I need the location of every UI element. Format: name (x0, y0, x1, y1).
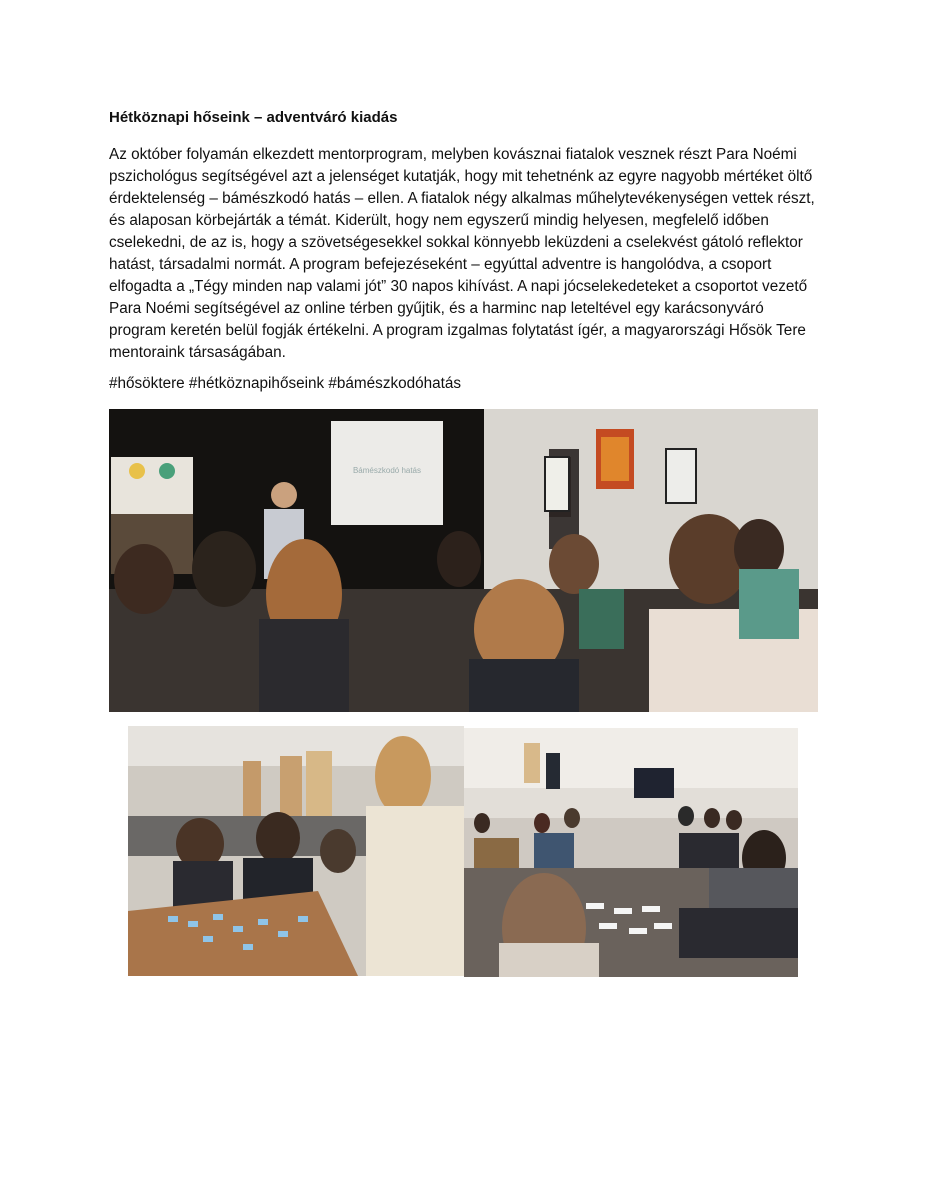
photo-chair-circle (464, 728, 798, 977)
document-paragraph: Az október folyamán elkezdett mentorprogram, melyben kovásznai fiatalok vesznek részt Para Noémi pszichológus segítségével azt a jelenséget kutatják, hogy mit tehetnénk az egyre nagyobb mértéket öltő érdektelenség – bámészkodó hatás – ellen. A fiatalok négy alkalmas műhelytevékenységen vettek részt, és alaposan körbejárták a témát. Kiderült, hogy nem egyszerű mindig helyesen, megfelelő időben cselekedni, de az is, hogy a szövetségesekkel sokkal könnyebb leküzdeni a cselekvést gátoló reflektor hatást, társadalmi normát. A program befejezéseként – egyúttal adventre is hangolódva, a csoport elfogadta a „Tégy minden nap valami jót” 30 napos kihívást. A napi jócselekedeteket a csoportot vezető Para Noémi segítségével az online térben gyűjtik, és a harminc nap leteltével egy karácsonyváró program keretén belül fogják értékelni. A program izgalmas folytatást ígér, a magyarországi Hősök Tere mentoraink társaságában. (109, 146, 815, 361)
photo-card-game (128, 726, 464, 976)
photo-presentation (109, 409, 818, 712)
hashtags: #hősöktere #hétköznapihőseink #bámészkodóhatás (109, 375, 462, 392)
document-title: Hétköznapi hőseink – adventváró kiadás (109, 109, 398, 126)
screen-text: Bámészkodó hatás (352, 466, 422, 475)
